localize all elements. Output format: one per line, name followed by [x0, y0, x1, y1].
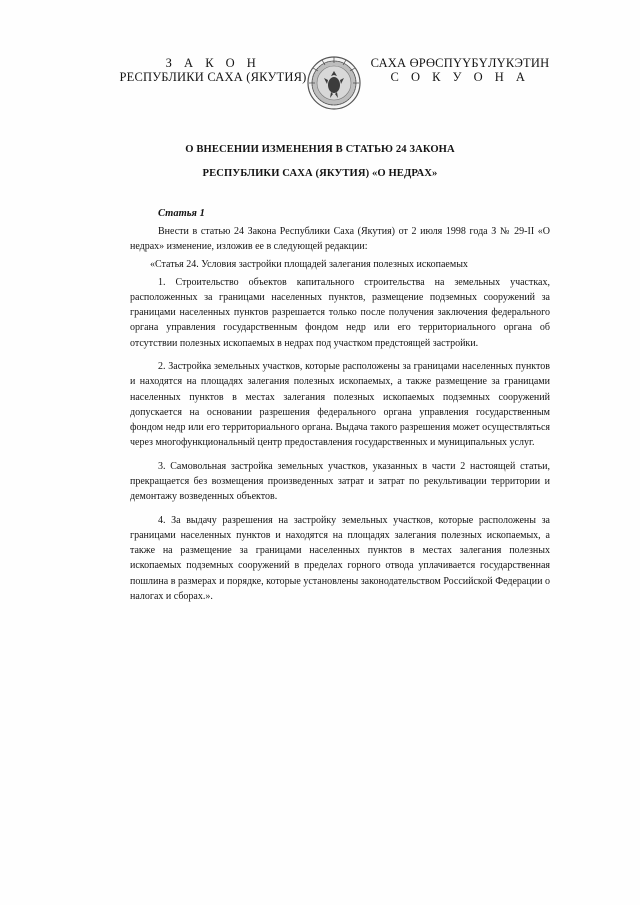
- law-word-yakut: С О К У О Н А: [390, 70, 530, 84]
- paragraph-1: 1. Строительство объектов капитального строительства на земельных участках, расположенных за границами населенных пунктов, размещение подземных сооружений за границами населенных пунктов разрешается только после получения заключения федерального органа управления государственным фондом недр или его территориального органа об отсутствии полезных ископаемых в недрах под участком предстоящей застройки.: [130, 276, 550, 349]
- paragraph-3: 3. Самовольная застройка земельных участков, указанных в части 2 настоящей статьи, прекращается без возмещения произведенных затрат и затрат по рекультивации территории и демонтажу возведенных объектов.: [130, 460, 550, 503]
- article-intro: Внести в статью 24 Закона Республики Саха (Якутия) от 2 июля 1998 года З № 29-II «О недрах» изменение, изложив ее в следующей редакции:: [130, 226, 550, 253]
- republic-name-russian: РЕСПУБЛИКИ САХА (ЯКУТИЯ): [119, 70, 307, 84]
- paragraph-2: 2. Застройка земельных участков, которые расположены за границами населенных пунктов и находятся на площадях залегания полезных ископаемых, а также размещение за границами населенных пунктов в местах залегания полезных ископаемых подземных сооружений допускается на основании разрешения федерального органа управления государственным фондом недр или его территориального органа. Выдача такого разрешения может осуществляться через многофункциональный центр предоставления государственных и муниципальных услуг.: [130, 361, 550, 449]
- law-body: [130, 206, 550, 612]
- law-word-russian: З А К О Н: [165, 56, 261, 70]
- letterhead: [0, 54, 640, 124]
- law-title: [0, 138, 640, 186]
- republic-name-yakut: САХА ӨРӨСПҮҮБҮЛҮКЭТИН: [370, 56, 550, 70]
- letterhead-left-russian: [118, 56, 308, 84]
- article-heading: Статья 1: [158, 208, 205, 219]
- sakha-coat-of-arms-icon: [306, 54, 362, 112]
- law-title-line-2: РЕСПУБЛИКИ САХА (ЯКУТИЯ) «О НЕДРАХ»: [202, 168, 438, 179]
- letterhead-right-yakut: [370, 56, 550, 84]
- paragraph-4: 4. За выдачу разрешения на застройку земельных участков, которые расположены за границами населенных пунктов и находятся на площадях залегания полезных ископаемых, а также на размещение за границами населенных пунктов в местах залегания полезных ископаемых подземных сооружений в пределах горного отвода уплачивается государственная пошлина в размерах и порядке, которые установлены законодательством Российской Федерации о налогах и сборах.».: [130, 514, 550, 602]
- law-title-line-1: О ВНЕСЕНИИ ИЗМЕНЕНИЯ В СТАТЬЮ 24 ЗАКОНА: [185, 144, 455, 155]
- amended-article-title: «Статья 24. Условия застройки площадей залегания полезных ископаемых: [150, 258, 468, 270]
